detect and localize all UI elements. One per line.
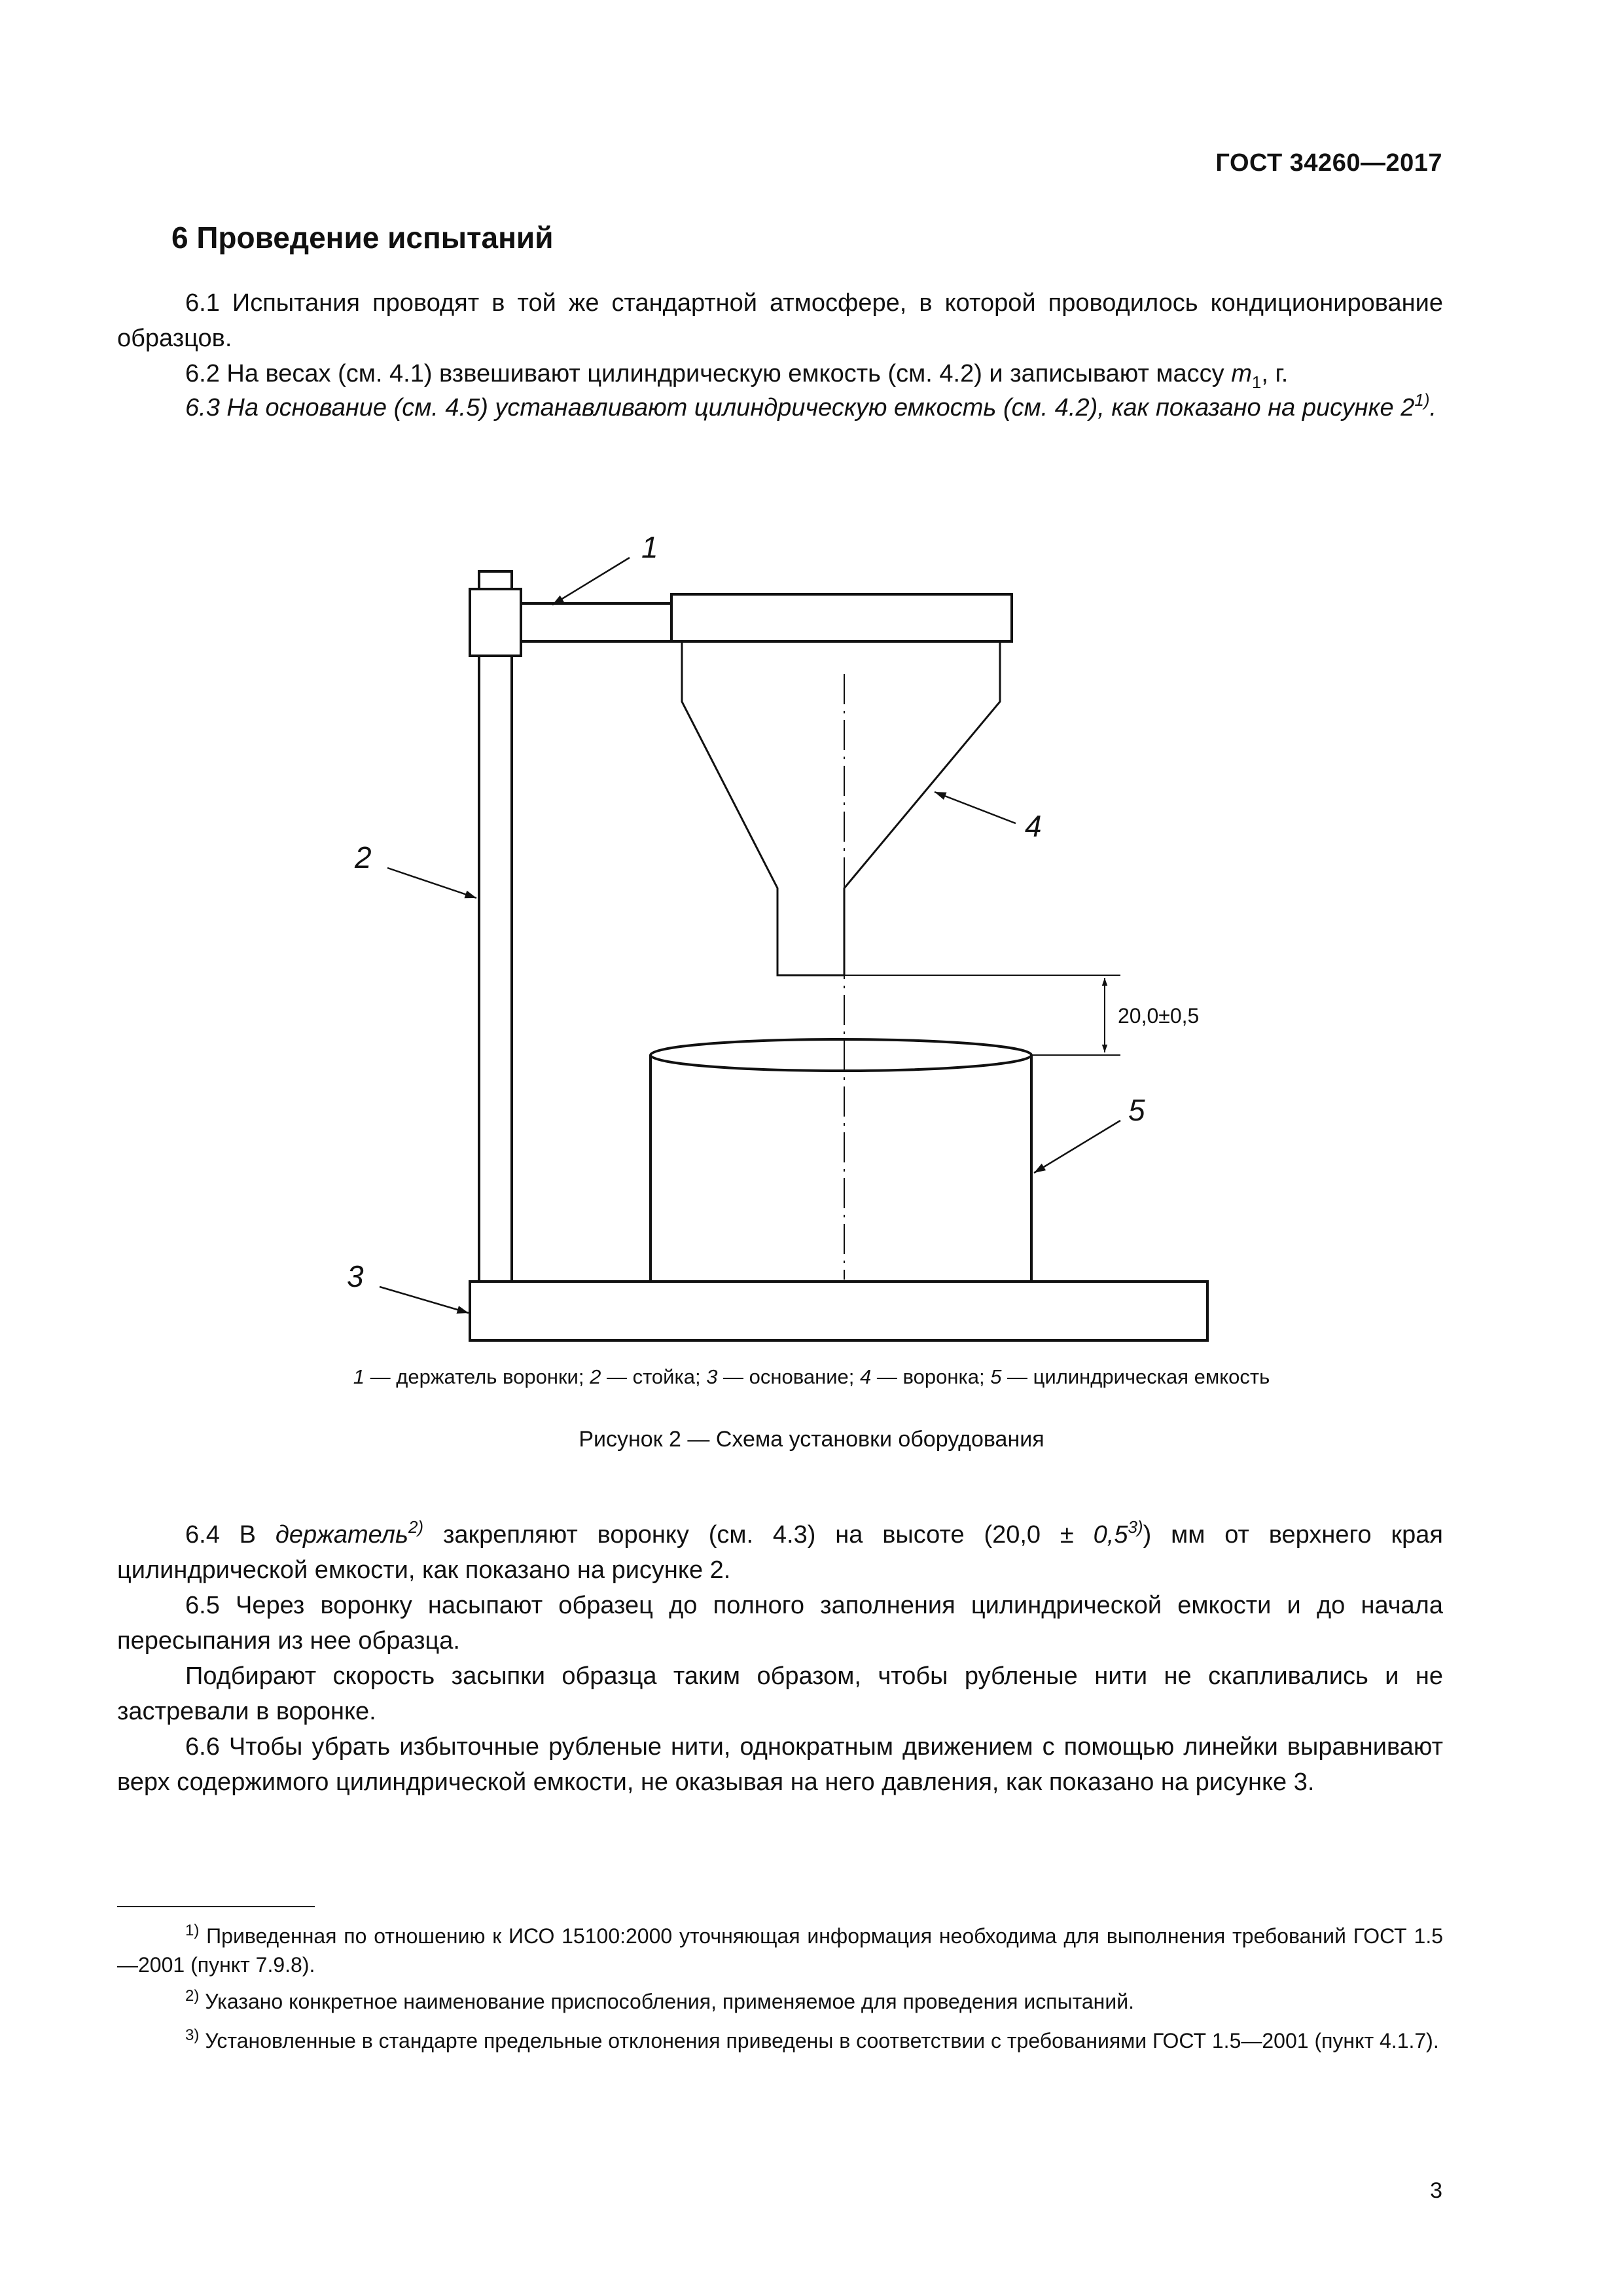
footnote-1-mark: 1) [185,1922,200,1939]
leader-4 [935,792,1016,823]
holder-clamp [470,589,521,656]
p62-post: , г. [1261,360,1289,387]
p64-footnote-ref-2: 2) [408,1517,424,1537]
footnote-3 [117,2026,1443,2055]
leader-5 [1034,1121,1120,1173]
footnote-1-text: Приведенная по отношению к ИСО 15100:2000 уточняющая информация необходима для выполнения требований ГОСТ 1.5—2001 (пункт 7.9.8). [117,1924,1443,1977]
p62-pre: 6.2 На весах (см. 4.1) взвешивают цилиндрическую емкость (см. 4.2) и записывают массу [185,360,1232,387]
cylinder-body [651,1055,1031,1282]
label-3: 3 [347,1259,364,1293]
p63-post: . [1429,394,1437,422]
p64-italic: держатель [275,1521,408,1549]
footnote-2-mark: 2) [185,1987,200,2005]
paragraph-6-2 [117,356,1443,391]
p62-sub: 1 [1251,372,1262,392]
section-title: 6 Проведение испытаний [171,221,554,255]
paragraph-6-4 [117,1517,1443,1588]
p64-tolerance: 0,5 [1093,1521,1128,1549]
legend-num-1: 1 [353,1365,365,1388]
paragraph-6-3 [117,390,1443,425]
legend-num-4: 4 [860,1365,872,1388]
base [470,1282,1207,1340]
leader-3 [380,1287,469,1313]
footnote-3-mark: 3) [185,2026,200,2044]
label-1: 1 [641,530,658,564]
figure-caption: Рисунок 2 — Схема установки оборудования [579,1427,1044,1452]
label-2: 2 [355,840,372,874]
document-id: ГОСТ 34260—2017 [1215,149,1442,177]
label-4: 4 [1025,809,1042,843]
paragraph-6-6: 6.6 Чтобы убрать избыточные рубленые нити, однократным движением с помощью линейки выравнивают верх содержимого цилиндрической емкости, не оказывая на него давления, как показано на рисунке 3. [117,1733,1443,1796]
footnote-separator [117,1906,315,1907]
cylinder-top [651,1039,1031,1071]
p64-pre: 6.4 В [185,1521,276,1549]
legend-text-5: — цилиндрическая емкость [1001,1365,1270,1388]
dimension-value: 20,0±0,5 [1118,1004,1200,1028]
legend-text-4: — воронка; [871,1365,991,1388]
stand-cap [479,571,512,589]
funnel-body [682,641,1000,975]
figure-2-diagram [0,511,1623,1355]
leader-2 [387,868,476,898]
p64-footnote-ref-3: 3) [1128,1517,1143,1537]
paragraph-6-1: 6.1 Испытания проводят в той же стандартной атмосфере, в которой проводилось кондиционирование образцов. [117,289,1443,352]
page-number: 3 [1430,2178,1442,2203]
legend-text-3: — основание; [717,1365,861,1388]
legend-text-2: — стойка; [601,1365,707,1388]
paragraph-6-5-cont: Подбирают скорость засыпки образца таким образом, чтобы рубленые нити не скапливались и не застревали в воронке. [117,1662,1443,1725]
funnel-rim [671,594,1012,641]
legend-text-1: — держатель воронки; [365,1365,590,1388]
leader-1 [552,558,630,605]
legend-num-2: 2 [590,1365,601,1388]
footnote-3-text: Установленные в стандарте предельные отклонения приведены в соответствии с требованиями ГОСТ 1.5—2001 (пункт 4.1.7). [199,2029,1439,2053]
stand-post [479,656,512,1282]
footnote-2-text: Указано конкретное наименование приспособления, применяемое для проведения испытаний. [199,1990,1134,2013]
p64-post: ) мм от верхнего края цилиндрической емкости, как показано на рисунке 2. [117,1521,1443,1584]
footnote-1 [117,1922,1443,1979]
footnote-2 [117,1987,1443,2016]
legend-num-3: 3 [706,1365,718,1388]
p62-var: m [1231,360,1252,387]
p63-text: 6.3 На основание (см. 4.5) устанавливают цилиндрическую емкость (см. 4.2), как показано на рисунке 2 [185,394,1415,422]
figure-legend [0,1365,1623,1389]
paragraph-6-5: 6.5 Через воронку насыпают образец до полного заполнения цилиндрической емкости и до начала пересыпания из нее образца. [117,1592,1443,1655]
holder-arm [521,603,671,641]
p63-footnote-ref: 1) [1414,390,1430,410]
label-5: 5 [1128,1093,1145,1127]
legend-num-5: 5 [990,1365,1002,1388]
p64-mid: закрепляют воронку (см. 4.3) на высоте (20,0 ± [423,1521,1094,1549]
